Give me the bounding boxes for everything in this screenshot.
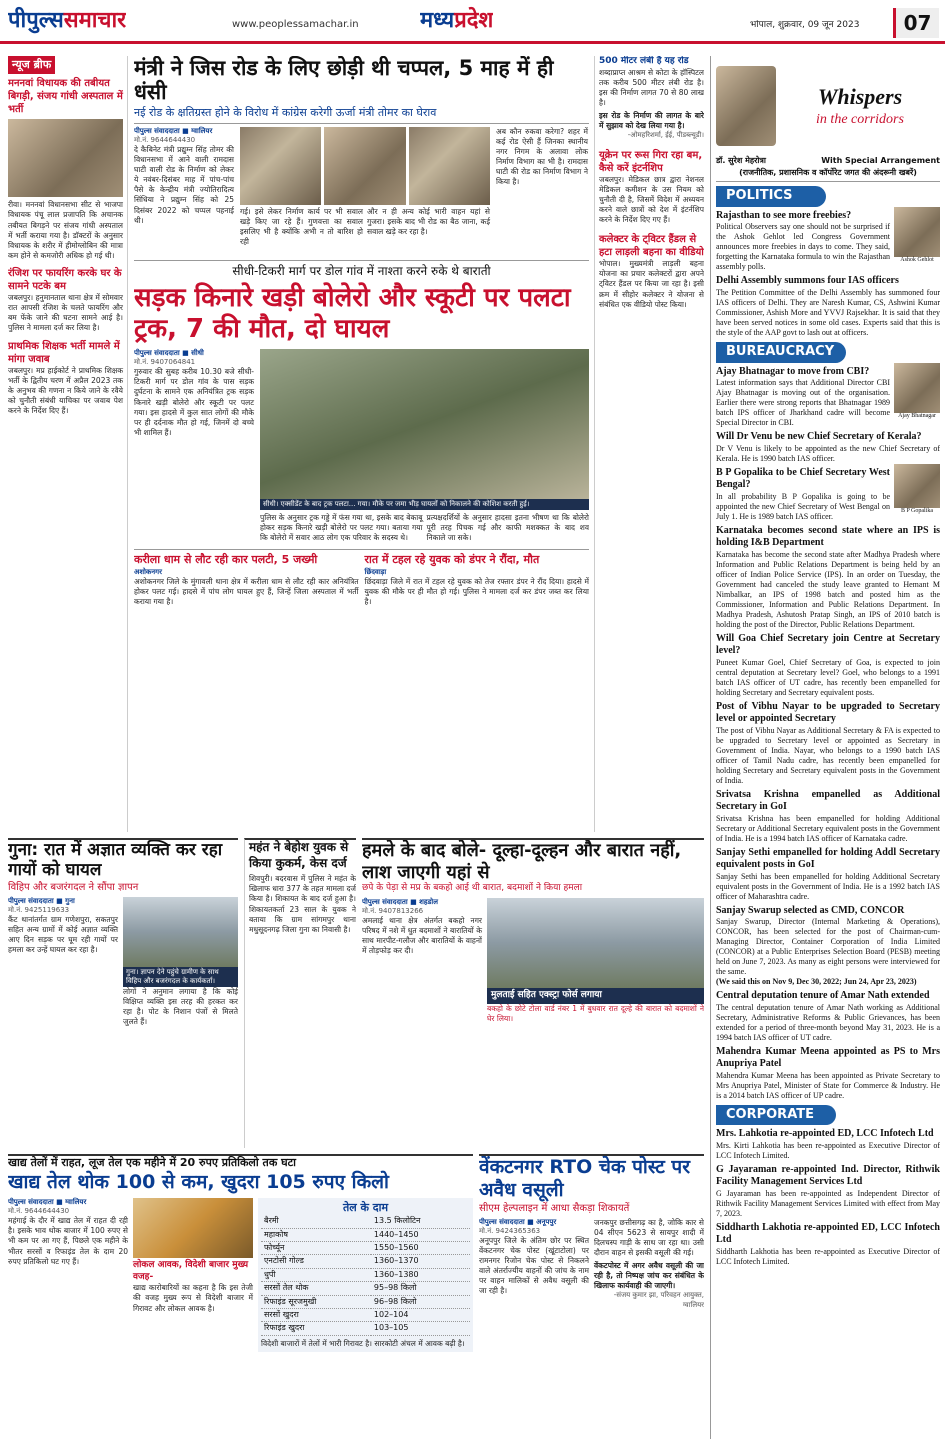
brief-headline-2[interactable]: रंजिश पर फायरिंग करके घर के सामने पटके बम bbox=[8, 268, 122, 293]
price-item: फोर्च्यून bbox=[261, 1242, 371, 1255]
lead-body-3: और न ही अन्य कोई भारी वाहन यहां से गुजरा। इसके बाद भी रोड का बैठ जाना, कई सवाल खड़े कर रहा है। bbox=[367, 206, 490, 236]
force-label: मुलताई सहित एक्स्ट्रा फोर्स लगाया bbox=[487, 988, 704, 1004]
side-headline-3[interactable]: कलेक्टर के ट्विटर हैंडल से हटा लाड़ली बहना का वीडियो bbox=[599, 234, 704, 259]
oil-byline: पीपुल्स संवाददाता ■ ग्वालियर bbox=[8, 1197, 87, 1206]
author-name: डॉ. सुरेश मेहरोत्रा bbox=[716, 156, 766, 165]
bureau-body-7: Srivatsa Krishna has been empanelled for holding Additional Secretary or Additional Secretary equivalent posts in the Government of India. He is a 1994 batch IAS officer of Karnataka cadre. bbox=[716, 813, 940, 843]
karila-body: अशोकनगर जिले के मुंगावली थाना क्षेत्र में करीला धाम से लौट रही कार अनियंत्रित होकर पलट गई। हादसे में पांच लोग घायल हुए हैं, जिन्हें जिला अस्पताल में भर्ती कराया गया है। bbox=[134, 576, 359, 607]
accident-story bbox=[134, 260, 589, 832]
bureau-body-6: The post of Vibhu Nayar as Additional Secretary & FA is expected to be upgraded to Secretary level or appointed as Secretary in Government of India. Nayar, who belongs to a 1990 batch IAS officer of Tamil Nadu cadre, has recently been empanelled for holding Secretary and Secretary equivalent posts in the Government of India. bbox=[716, 725, 940, 785]
bureau-body-10: The central deputation tenure of Amar Nath working as Additional Secretary, Administrative Reforms & Public Grievances, has been extended for a period of three-month beyond May 31, 2023. He is a 1994 batch IAS officer of UT cadre. bbox=[716, 1002, 940, 1042]
price-item: रिफाइंड खुदरा bbox=[261, 1322, 371, 1335]
oil-headline[interactable]: खाद्य तेल थोक 100 से कम, खुदरा 105 रुपए किलो bbox=[8, 1171, 389, 1194]
mahant-headline[interactable]: महंत ने बेहोश युवक से किया कुकर्म, केस दर्ज bbox=[249, 840, 349, 870]
price-row bbox=[261, 1322, 470, 1335]
corp-body-3: Siddharth Lakhotia has been re-appointed as Executive Director of LCC Infotech Limited. bbox=[716, 1246, 940, 1266]
lead-body-4: अब कौन रुकवा करेगा? शहर में कई रोड ऐसी हैं जिनका स्थानीय नगर निगम के अलावा लोक निर्माण विभाग का भी है। रामदास घाटी की रोड का निर्माण विभाग ने किया है। bbox=[496, 126, 588, 187]
lead-byline: पीपुल्स संवाददाता ■ ग्वालियर bbox=[134, 126, 213, 135]
karila-headline[interactable]: करीला धाम से लौट रही कार पलटी, 5 जख्मी bbox=[134, 553, 318, 567]
author-photo bbox=[716, 66, 776, 146]
price-row bbox=[261, 1215, 470, 1228]
politics-body-1: Political Observers say one should not be surprised if the Ashok Gehlot led Congress Government announces more freebies in days to come. They said, forgetting the Karnataka formula to win the Rajasthan assembly polls. bbox=[716, 222, 890, 272]
shahdol-photo-text: बकहो के छोटे टोला वार्ड नंबर 1 में बुधवार रात दूल्हे की बारात को बदमाशों ने घेर लिया। bbox=[487, 1003, 704, 1023]
tahal-city: छिंदवाड़ा bbox=[364, 567, 387, 576]
bureau-body-2: Dr V Venu is likely to be appointed as the new Chief Secretary of Kerala. He is 1990 batch IAS officer. bbox=[716, 443, 940, 463]
side-news-column bbox=[594, 56, 704, 832]
price-value: 1360–1380 bbox=[371, 1268, 470, 1281]
bureau-headline-2[interactable]: Will Dr Venu be new Chief Secretary of Kerala? bbox=[716, 431, 922, 443]
price-item: रिफाइंड सूरजमुखी bbox=[261, 1295, 371, 1308]
accident-body-2: पुलिस के अनुसार ट्रक गड्डे में फंस गया था, इसके बाद बेकाबू होकर सड़क किनारे खड़ी बोलेरो पर पलट गया। बताया गया कि बोलेरो में सवार आठ लोग एक परिवार के सदस्य थे। bbox=[260, 513, 423, 543]
price-row bbox=[261, 1242, 470, 1255]
price-row bbox=[261, 1295, 470, 1308]
bp-gopalika-caption: B P Gopalika bbox=[900, 507, 934, 514]
guna-headline[interactable]: गुना: रात में अज्ञात व्यक्ति कर रहा गायों को घायल bbox=[8, 840, 223, 881]
corporate-section-bar: CORPORATE bbox=[716, 1105, 836, 1126]
bureau-headline-10[interactable]: Central deputation tenure of Amar Nath extended bbox=[716, 990, 930, 1002]
politics-body-2: The Petition Committee of the Delhi Assembly has summoned four IAS officers of Delhi. They are Naresh Kumar, CS, Ashwini Kumar Commissioner, Ashish More and YVVJ Rajsekhar. It is said that they have been served notices in some old cases. Experts said that this is the style of the AAP govt to lash out at officers. bbox=[716, 287, 940, 337]
rto-body: अनूपपुर जिले के अंतिम छोर पर स्थित वेंकटनगर चेक पोस्ट (खूंटाटोला) पर रामनगर रिजोन चेक पोस्ट से निकलने वाले अंतर्राज्यीय वाहनों की जांच के नाम पर वाहन मालिकों से अवैध वसूली की जा रही है। bbox=[479, 1235, 589, 1296]
price-row bbox=[261, 1282, 470, 1295]
mla-hospital-photo bbox=[8, 119, 123, 197]
oil-story bbox=[8, 1154, 473, 1439]
corp-body-1: Mrs. Kirti Lahkotia has been re-appointed as Executive Director of LCC Infotech Limited. bbox=[716, 1140, 940, 1160]
oil-table-title: तेल के दाम bbox=[342, 1200, 389, 1214]
oil-local-heading: लोकल आवक, विदेशी बाजार मुख्य वजह- bbox=[133, 1259, 249, 1282]
tahal-headline[interactable]: रात में टहल रहे युवक को डंपर ने रौंदा, मौत bbox=[364, 553, 540, 567]
guna-photo-caption: गुना। ज्ञापन देने पहुंचे ग्रामीण के साथ विहिप और बजरंगदल के कार्यकर्ता। bbox=[123, 967, 238, 987]
side-headline-2[interactable]: यूक्रेन पर रूस गिरा रहा बम, कैसे करें इंटर्नशिप bbox=[599, 149, 703, 174]
ashok-gehlot-photo bbox=[894, 207, 940, 257]
price-value: 1550–1560 bbox=[371, 1242, 470, 1255]
price-row bbox=[261, 1268, 470, 1281]
ajay-bhatnagar-photo bbox=[894, 363, 940, 413]
bureau-body-3: In all probability B P Gopalika is going to be appointed the new Chief Secretary of West Bengal on July 1. He is 1989 batch IAS officer. bbox=[716, 491, 890, 521]
guna-byline: पीपुल्स संवाददाता ■ गुना bbox=[8, 896, 75, 905]
page-number: 07 bbox=[893, 8, 939, 38]
guna-mobile: मो.नं. 9425119633 bbox=[8, 905, 70, 914]
price-item: सरसों तेल थोक bbox=[261, 1282, 371, 1295]
rto-headline[interactable]: वेंकटनगर RTO चेक पोस्ट पर अवैध वसूली bbox=[479, 1156, 690, 1201]
guna-body-2: लोगों ने अनुमान लगाया है कि कोई विक्षिप्त व्यक्ति इस तरह की हरकत कर रहा है। पोट के निशान पंजों से मिलते जुलते हैं। bbox=[123, 986, 238, 1027]
oil-body: महंगाई के दौर में खाद्य तेल में राहत दी रही है। इसके भाव थोक बाजार में 100 रुपए से भी कम पर आ गए हैं, पिछले एक महीने के भीतर सरसों व रिफाइंड तेल के दाम 20 रुपए प्रतिकिलो घट गए हैं। bbox=[8, 1216, 128, 1266]
shahdol-mobile: मो.नं. 9407813266 bbox=[362, 906, 424, 915]
bureau-headline-3[interactable]: B P Gopalika to be Chief Secretary West Bengal? bbox=[716, 466, 890, 491]
arrangement-note: With Special Arrangement bbox=[821, 156, 940, 165]
bureau-headline-8[interactable]: Sanjay Sethi empanelled for holding Addl Secretary equivalent posts in GoI bbox=[716, 846, 940, 871]
accident-mobile: मो.नं. 9407064841 bbox=[134, 358, 196, 367]
price-value: 95–98 किलो bbox=[371, 1282, 470, 1295]
brief-body-3: जबलपुर। मप्र हाईकोर्ट ने प्राथमिक शिक्षक भर्ती के द्वितीय चरण में अप्रैल 2023 तक के अनुभव की गणना न किये जाने के रवैये को चुनौती संबंधी याचिका पर जवाब पेश करने के निर्देश दिए हैं। bbox=[8, 365, 123, 416]
brief-body-1: रीवा। मननवां विधानसभा सीट से भाजपा विधायक पंचू लाल प्रजापति कि अचानक तबीयत बिगड़ने पर संजय गांधी अस्पताल में भर्ती कराया गया है। डॉक्टरों के अनुसार विधायक के शरीर में हीमोग्लोबिन की मात्रा कम होने से कमजोरी अधिक हो गई थी। bbox=[8, 200, 123, 260]
guna-memorandum-photo bbox=[123, 897, 238, 967]
politics-headline-1[interactable]: Rajasthan to see more freebies? bbox=[716, 209, 852, 221]
price-value: 96–98 किलो bbox=[371, 1295, 470, 1308]
side-body-3: भोपाल। मुख्यमंत्री लाड़ली बहना योजना का प्रचार कलेक्टरों द्वारा अपने ट्विटर हैंडल पर किया जा रहा है। इसी क्रम में सीहोर कलेक्टर ने योजना से संबंधित एक वीडियो पोस्ट किया। bbox=[599, 259, 704, 309]
lead-body-2: गई। इसे लेकर निर्माण कार्य पर भी सवाल खड़े किए जा रहे हैं। गुणवत्ता का सवाल इसलिए भी है क्योंकि अभी न तो बारिश हो रही bbox=[240, 206, 363, 246]
rto-quote: वेंकटपोस्ट में अगर अवैध वसूली की जा रही है, तो निष्पक्ष जांच कर संबंधित के खिलाफ कार्यवाही की जाएगी। bbox=[594, 1261, 704, 1291]
guna-body: कैंट थानांतर्गत ग्राम गणेशपुरा, सकतपुर सहित अन्य ग्रामों में कोई अज्ञात व्यक्ति आए दिन सड़क पर घूम रही गायों पर हमला कर उन्हें घायल कर रहा है। bbox=[8, 914, 118, 955]
politics-section-bar: POLITICS bbox=[716, 186, 826, 207]
rto-story bbox=[479, 1154, 704, 1439]
rto-byline: पीपुल्स संवाददाता ■ अनूपपुर bbox=[479, 1217, 557, 1226]
side-headline-1[interactable]: 500 मीटर लंबी है यह रोड bbox=[599, 56, 689, 66]
price-item: एनटोसी गोल्ड bbox=[261, 1255, 371, 1268]
bureau-headline-11[interactable]: Mahendra Kumar Meena appointed as PS to Mrs Anupriya Patel bbox=[716, 1045, 940, 1070]
rto-deck: सीएम हेल्पलाइन में आधा सैकड़ा शिकायतें bbox=[479, 1202, 630, 1214]
bureau-body-1: Latest information says that Additional Director CBI Ajay Bhatnagar is moving out of the organisation. Earlier there were strong reports that Bhatnagar 1989 batch IPS officer of Jharkhand cadre will become Special Director in CBI. bbox=[716, 378, 890, 428]
bureau-headline-7[interactable]: Srivatsa Krishna empanelled as Additional Secretary in GoI bbox=[716, 788, 940, 813]
accident-body-1: गुरुवार की सुबह करीब 10.30 बजे सीधी-टिकरी मार्ग पर डोल गांव के पास सड़क दुर्घटना के सामने एक अनियंत्रित ट्रक सड़क किनारे खड़ी बोलेरो और स्कूटी पर पलट गया। इस हादसे में कुल सात लोगों की मौके पर ही दर्दनाक मौत हो गई, जिनमें दो बच्चे भी शामिल हैं। bbox=[134, 367, 254, 437]
mahant-story bbox=[244, 838, 356, 1148]
accident-kicker: सीधी-टिकरी मार्ग पर डोल गांव में नाश्ता करने रुके थे बाराती bbox=[232, 264, 491, 278]
oil-tins-photo bbox=[133, 1198, 253, 1258]
price-row bbox=[261, 1255, 470, 1268]
truck-accident-photo bbox=[260, 349, 589, 499]
bureaucracy-section-bar: BUREAUCRACY bbox=[716, 342, 846, 363]
whispers-column bbox=[710, 56, 940, 1439]
brief-body-2: जबलपुर। हनुमानताल थाना क्षेत्र में सोमवार रात आपसी रंजिश के चलते फायरिंग और बम फेंके जाने की घटना सामने आई है। पुलिस ने मामला दर्ज कर लिया है। bbox=[8, 293, 123, 333]
bureau-body-9: Sanjay Swarup, Director (Internal Marketing & Operations), CONCOR, has been selected for the post of Chairman-cum-Managing Director, Container Corporation of India Limited (CONCOR) at a Public Enterprises Selection Board (PESB) meeting held on June 7, 2023. As many as eight persons were interviewed for the same. bbox=[716, 917, 940, 977]
corp-headline-1[interactable]: Mrs. Lahkotia re-appointed ED, LCC Infotech Ltd bbox=[716, 1128, 934, 1140]
price-row bbox=[261, 1309, 470, 1322]
bp-gopalika-photo bbox=[894, 464, 940, 508]
mahant-body: शिवपुरी। बदरवास में पुलिस ने महंत के खिलाफ धारा 377 के तहत मामला दर्ज किया है। शिकायत के बाद दर्ज हुआ है। शिकायतकर्ता 23 साल के युवक ने बताया कि ग्राम सांगमपुर थाना मधुसूदनगढ़ जिला गुना का निवासी है। bbox=[249, 874, 356, 934]
accident-byline: पीपुल्स संवाददाता ■ सीधी bbox=[134, 348, 204, 357]
oil-footnote: विदेशी बाजारों में तेलों में भारी गिरावट है। सारकोटी अंचल में आवक बढ़ी है। bbox=[261, 1338, 465, 1348]
shahdol-byline: पीपुल्स संवाददाता ■ शहडोल bbox=[362, 897, 438, 906]
price-item: धुपी bbox=[261, 1268, 371, 1281]
shahdol-headline[interactable]: हमले के बाद बोले- दूल्हा-दूल्हन और बारात नहीं, लाश जाएगी यहां से bbox=[362, 840, 682, 883]
bureau-headline-9[interactable]: Sanjay Swarup selected as CMD, CONCOR bbox=[716, 904, 905, 916]
rto-quote-by: -संजय कुमार झा, परिवहन आयुक्त, ग्वालियर bbox=[613, 1291, 704, 1309]
politics-headline-2[interactable]: Delhi Assembly summons four IAS officers bbox=[716, 275, 899, 287]
price-item: बैरमी bbox=[261, 1215, 371, 1228]
lead-mobile: मो.नं. 9644644430 bbox=[134, 135, 196, 144]
accident-photo-caption: सीधी। एक्सीडेंट के बाद ट्रक पलटा... गया। मौके पर जमा भीड़ घायलों को निकालने की कोशिश करती हुई। bbox=[260, 499, 589, 510]
oil-mobile: मो.नं. 9644644430 bbox=[8, 1207, 70, 1216]
side-quote: इस रोड के निर्माण की लागत के बारे में सुझाव को देख लिया गया है। bbox=[599, 111, 704, 131]
bureau-body-8: Sanjay Sethi has been empanelled for holding Additional Secretary equivalent posts in the Government of India. He is a 1992 batch IAS officer of Maharashtra cadre. bbox=[716, 871, 940, 901]
accident-body-3: प्रत्यक्षदर्शियों के अनुसार हादसा इतना भीषण था कि बोलेरो पूरी तरह पिचक गई और काफी मशक्कत के बाद शव निकाले जा सके। bbox=[426, 513, 589, 543]
lead-story bbox=[134, 56, 589, 254]
corp-headline-3[interactable]: Siddharth Lakhotia re-appointed ED, LCC Infotech Ltd bbox=[716, 1221, 940, 1246]
oil-price-table bbox=[261, 1215, 470, 1336]
bureau-headline-1[interactable]: Ajay Bhatnagar to move from CBI? bbox=[716, 365, 870, 377]
bureau-body-11: Mahendra Kumar Meena has been appointed as Private Secretary to Mrs Anupriya Patel, Minister of State for Commerce & Industry. He is a 2014 batch IAS officer of UP cadre. bbox=[716, 1070, 940, 1100]
corp-body-2: G Jayaraman has been re-appointed as Independent Director of Rithwik Facility Management Services Limited with effect from May 7, 2023. bbox=[716, 1188, 940, 1218]
shahdol-story bbox=[362, 838, 704, 1148]
bureau-headline-4[interactable]: Karnataka becomes second state where an IPS is holding I&B Department bbox=[716, 524, 940, 549]
newspaper-logo: पीपुल्ससमाचार bbox=[8, 7, 127, 33]
side-body-1: शब्दाप्राप्त आश्रम से कोटा के हॉस्पिटल तक करीब 500 मीटर लंबी रोड है। इस की निर्माण लागत 70 से 80 लाख है। bbox=[599, 67, 704, 108]
masthead bbox=[0, 0, 945, 44]
collapsed-road-photo-1 bbox=[240, 127, 321, 205]
whispers-subtitle: in the corridors bbox=[816, 112, 904, 128]
news-brief-column bbox=[8, 56, 128, 832]
dateline: भोपाल, शुक्रवार, 09 जून 2023 bbox=[750, 20, 860, 30]
bureau-body-4: Karnataka has become the second state after Madhya Pradesh where Information and Public Relations Department is being held by an officer of Indian Police Service (IPS). In an order on Tuesday, the Government had canceled the study leave granted to Hemant M Nimbalkar, an IPS of 1998 batch and posted him as the Commissioner, Information and Public Relations Department. In Madhya Pradesh, Ashutosh Pratap Singh, an IPS of 2010 batch is holding the post of the Director, Public Relations Department. bbox=[716, 549, 940, 629]
brief-headline-3[interactable]: प्राथमिक शिक्षक भर्ती मामले में मांगा जवाब bbox=[8, 340, 120, 365]
shahdol-body: अमलाई थाना क्षेत्र अंतर्गत बकहो नगर परिषद में नशे में धुत बदमाशों ने बारातियों के साथ मारपीट-गलौज और बारातियों के वाहनों में तोड़फोड़ कर दी। bbox=[362, 916, 482, 956]
oil-banner: खाद्य तेलों में राहत, लूज तेल एक महीने में 20 रुपए प्रतिकिलो तक घटा bbox=[8, 1156, 296, 1169]
brief-label: न्यूज ब्रीफ bbox=[8, 56, 55, 74]
bureau-body-5: Puneet Kumar Goel, Chief Secretary of Goa, is expected to join central deputation at Secretary level? Goel, who belongs to a 1991 batch IAS officer of UT cadre, has recently been empanelled for holding Secretary and Secretary equivalent posts. bbox=[716, 657, 940, 697]
collapsed-road-photo-3 bbox=[409, 127, 490, 205]
rto-body-2: जनकपुर छत्तीसगढ़ का है, जोकि कार से 04 सीएन 5623 से सायपुर शादी में दिलचस्प गाड़ी के साथ जा रहा था। उसी दौरान वाहन से इसकी वसूली की गई। bbox=[594, 1217, 704, 1257]
baraat-attack-photo bbox=[487, 898, 704, 988]
rto-mobile: मो.नं. 9424365363 bbox=[479, 1226, 541, 1235]
price-row bbox=[261, 1228, 470, 1241]
whispers-tagline: (राजनीतिक, प्रशासनिक व कॉर्पोरेट जगत की अंदरूनी खबरें) bbox=[716, 166, 940, 181]
price-value: 103–105 bbox=[371, 1322, 470, 1335]
website-url[interactable]: www.peoplessamachar.in bbox=[232, 19, 359, 30]
karila-city: अशोकनगर bbox=[134, 567, 162, 576]
oil-local-body: खाद्य कारोबारियों का कहना है कि इस तेजी की वजह मुख्य रूप से विदेशी बाजार में गिरावट और लोकल आवक है। bbox=[133, 1283, 253, 1313]
corp-headline-2[interactable]: G Jayaraman re-appointed Ind. Director, Rithwik Facility Management Services Ltd bbox=[716, 1163, 940, 1188]
collapsed-road-photo-2 bbox=[324, 127, 405, 205]
shahdol-deck: छपे के पेड़ा से मप्र के बकहो आई थी बारात, बदमाशों ने किया हमला bbox=[362, 883, 583, 894]
price-value: 13.5 किलोटिन bbox=[371, 1215, 470, 1228]
brief-headline-1[interactable]: मननवां विधायक की तबीयत बिगड़ी, संजय गांधी अस्पताल में भर्ती bbox=[8, 78, 123, 116]
lead-deck: नई रोड के क्षतिग्रस्त होने के विरोध में कांग्रेस करेगी ऊर्जा मंत्री तोमर का घेराव bbox=[134, 106, 589, 123]
price-item: महाकोष bbox=[261, 1228, 371, 1241]
whispers-title: Whispers bbox=[817, 83, 903, 109]
bureau-headline-6[interactable]: Post of Vibhu Nayar to be upgraded to Secretary level or appointed Secretary bbox=[716, 700, 940, 725]
price-value: 102–104 bbox=[371, 1309, 470, 1322]
lead-body-1: दे कैबिनेट मंत्री प्रद्युम्न सिंह तोमर की विधानसभा में आने वाली रामदास घाटी वाली रोड के निर्माण को लेकर ये नवंबर-दिसंबर माह में पांच-पांच पैसे के केन्द्रीय मंत्री ज्योतिरादित्य सिंधिया ने प्रद्युम्न सिंह को 25 दिसंबर 2022 को चप्पल पहनाई थी। bbox=[134, 144, 234, 225]
oil-price-table-box bbox=[258, 1198, 473, 1352]
side-quote-by: -ओमहरिशर्मा, ईई, पीडब्ल्यूडी। bbox=[627, 131, 704, 140]
tahal-body: छिंदवाड़ा जिले में रात में टहल रहे युवक को तेज रफ्तार डंपर ने रौंद दिया। हादसे में युवक की मौके पर ही मौत हो गई। पुलिस ने मामला दर्ज कर डंपर जब्त कर लिया है। bbox=[364, 576, 589, 607]
lead-headline[interactable]: मंत्री ने जिस रोड के लिए छोड़ी थी चप्पल, 5 माह में ही धंसी bbox=[134, 56, 554, 105]
bureau-headline-5[interactable]: Will Goa Chief Secretary join Centre at Secretary level? bbox=[716, 632, 940, 657]
price-value: 1440–1450 bbox=[371, 1228, 470, 1241]
accident-headline[interactable]: सड़क किनारे खड़ी बोलेरो और स्कूटी पर पलटा ट्रक, 7 की मौत, दो घायल bbox=[134, 282, 571, 344]
ashok-gehlot-caption: Ashok Gehlot bbox=[900, 256, 934, 263]
section-title: मध्यप्रदेश bbox=[420, 7, 494, 33]
price-value: 1360–1370 bbox=[371, 1255, 470, 1268]
ajay-bhatnagar-caption: Ajay Bhatnagar bbox=[898, 412, 936, 419]
bureau-note-9: (We said this on Nov 9, Dec 30, 2022; Jun 24, Apr 23, 2023) bbox=[716, 977, 917, 987]
guna-deck: विहिप और बजरंगदल ने सौंपा ज्ञापन bbox=[8, 881, 139, 893]
guna-story bbox=[8, 838, 238, 1148]
side-body-2: जबलपुर। मेडिकल छात्र द्वारा नेशनल मेडिकल कमीशन के उस नियम को चुनौती दी है, जिसमें विदेश में अध्ययन करने वाले छात्रों को देश में इंटर्नशिप करने के निर्देश दिए गए हैं। bbox=[599, 174, 704, 225]
price-item: सरसों खुदरा bbox=[261, 1309, 371, 1322]
